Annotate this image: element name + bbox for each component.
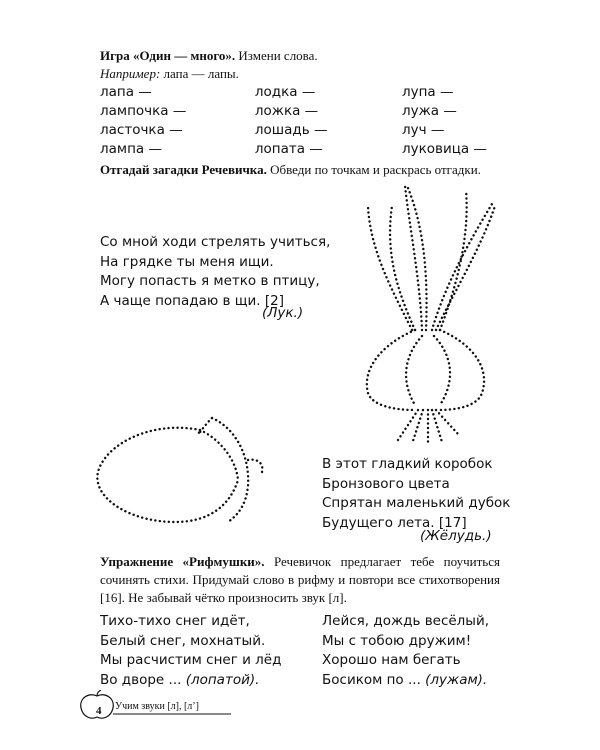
riddle-line: В этот гладкий коробок — [322, 456, 493, 472]
word-cell: лошадь — — [254, 122, 328, 138]
rhyme-task-bold: Упражнение «Рифмушки». — [100, 554, 265, 569]
word-cell: ласточка — — [100, 122, 183, 138]
riddle-line: Бронзового цвета — [322, 475, 450, 492]
poem-answer: (лопатой). — [185, 671, 260, 688]
word-cell: лупа — — [401, 84, 454, 100]
word-cell: лужа — — [401, 103, 457, 119]
poem-last-line: Босиком по ... — [322, 671, 426, 688]
poem-line — [322, 671, 489, 691]
riddle-line: А чаще попадаю в щи. [2] — [100, 292, 284, 309]
riddle-answer-acorn: (Жёлудь.) — [420, 528, 492, 544]
rhyme-task — [100, 553, 500, 607]
acorn-dotted-outline — [97, 418, 262, 522]
word-cell: луковица — — [401, 141, 487, 157]
word-cell: лампа — — [100, 141, 162, 157]
riddles-task-rest: Обведи по точкам и раскрась отгадки. — [266, 162, 481, 177]
poem-snow — [100, 612, 281, 690]
poem-line: Лейся, дождь весёлый, — [322, 613, 490, 629]
word-cell: лапа — — [100, 84, 152, 100]
riddle-line: Будущего лета. [17] — [322, 514, 467, 531]
word-cell: лодка — — [254, 84, 316, 100]
example-label: Например: — [100, 66, 161, 81]
onion-dotted-outline — [367, 186, 495, 446]
riddle-answer-onion: (Лук.) — [262, 305, 304, 321]
word-cell: лампочка — — [100, 103, 187, 119]
riddle-line: На грядке ты меня ищи. — [100, 253, 274, 270]
word-cell: луч — — [401, 122, 445, 138]
riddles-task-bold: Отгадай загадки Речевичка. — [100, 162, 267, 177]
exercise-title-rest: Измени слова. — [235, 48, 318, 63]
poem-line: Мы расчистим снег и лёд — [100, 652, 282, 668]
poem-line — [100, 671, 281, 691]
footer-label: Учим звуки [л], [л’] — [115, 701, 199, 712]
riddle-line: Спрятан маленький дубок — [322, 495, 511, 511]
rhyme-task-text: Речевичок предлагает тебе поучиться сочинять стихи. Придумай слово в рифму и повтори все стихотворения [16]. Не забывай чётко произносить звук [л]. — [100, 554, 500, 605]
poem-line: Тихо-тихо снег идёт, — [100, 613, 250, 629]
word-cell: ложка — — [254, 103, 319, 119]
word-cell: лопата — — [254, 141, 323, 157]
example-text: лапа — лапы. — [160, 66, 239, 81]
poem-line: Белый снег, мохнатый. — [100, 632, 266, 649]
poem-line: Хорошо нам бегать — [322, 652, 461, 668]
poem-answer: (лужам). — [425, 671, 488, 688]
poem-rain — [322, 612, 489, 690]
poem-line: Мы с тобою дружим! — [322, 632, 472, 649]
poem-last-line: Во дворе ... — [100, 671, 186, 688]
riddle-line: Могу попасть я метко в птицу, — [100, 273, 320, 289]
page-number: 4 — [96, 705, 102, 717]
riddle-line: Со мной ходи стрелять учиться, — [100, 234, 331, 250]
exercise-title-bold: Игра «Один — много». — [100, 48, 236, 63]
